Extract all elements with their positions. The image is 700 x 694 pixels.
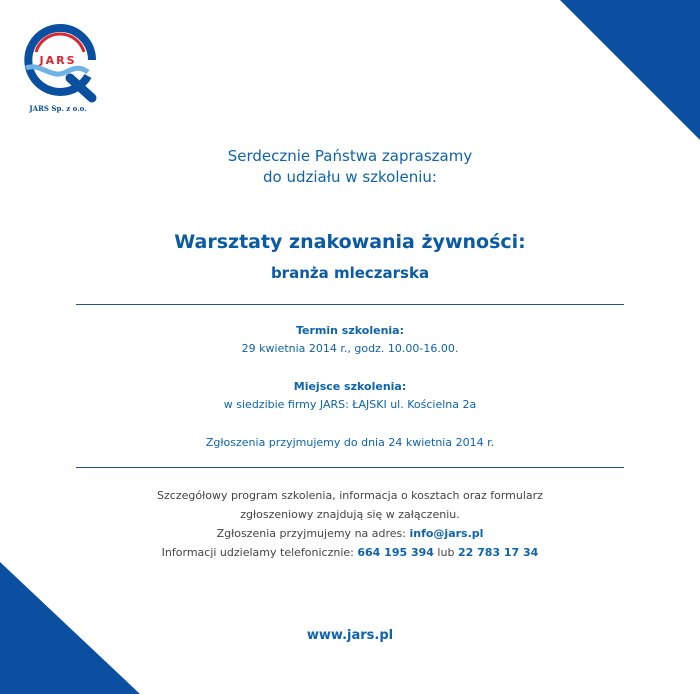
place-value: w siedzibie firmy JARS: ŁAJSKI ul. Kościelna 2a — [223, 398, 477, 411]
divider-bottom — [76, 467, 624, 468]
contact-info — [0, 486, 700, 562]
invitation-intro — [0, 146, 700, 188]
email-prefix: Zgłoszenia przyjmujemy na adres: — [216, 527, 406, 540]
company-logo — [22, 22, 100, 118]
training-title: Warsztaty znakowania żywności: — [174, 231, 526, 253]
intro-line-2: do udziału w szkoleniu: — [263, 168, 437, 186]
logo-caption: JARS Sp. z o.o. — [29, 104, 87, 113]
top-right-corner-decoration — [560, 0, 700, 140]
info-line-2: zgłoszeniowy znajdują się w załączeniu. — [240, 508, 460, 521]
logo-brand-text: JARS — [39, 54, 77, 67]
place-label: Miejsce szkolenia: — [293, 380, 407, 393]
divider-top — [76, 304, 624, 305]
intro-line-1: Serdecznie Państwa zapraszamy — [227, 147, 473, 165]
info-line-1: Szczegółowy program szkolenia, informacja o kosztach oraz formularz — [157, 489, 543, 502]
date-value: 29 kwietnia 2014 r., godz. 10.00-16.00. — [241, 342, 459, 355]
date-label: Termin szkolenia: — [295, 324, 404, 337]
jars-logo-icon — [22, 22, 100, 106]
training-subtitle: branża mleczarska — [270, 264, 430, 282]
info-line-3 — [0, 524, 700, 543]
phone-prefix: Informacji udzielamy telefonicznie: — [161, 546, 354, 559]
phone-number-1[interactable]: 664 195 394 — [357, 546, 434, 559]
website-link[interactable]: www.jars.pl — [306, 628, 394, 643]
info-line-4 — [0, 543, 700, 562]
phone-separator: lub — [437, 546, 455, 559]
email-link[interactable]: info@jars.pl — [409, 527, 484, 540]
registration-deadline: Zgłoszenia przyjmujemy do dnia 24 kwietnia 2014 r. — [205, 436, 495, 449]
training-details — [0, 322, 700, 452]
phone-number-2[interactable]: 22 783 17 34 — [457, 546, 539, 559]
